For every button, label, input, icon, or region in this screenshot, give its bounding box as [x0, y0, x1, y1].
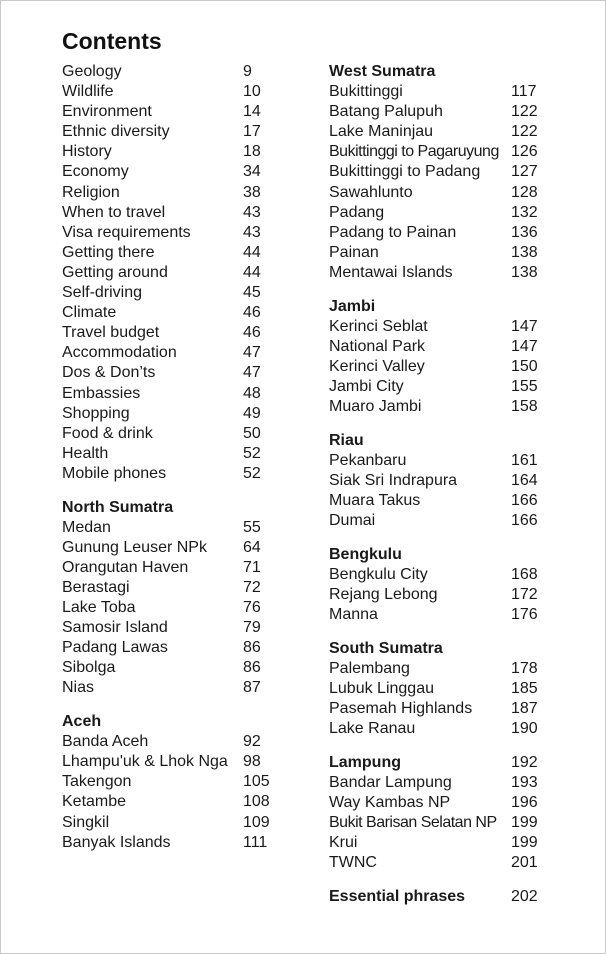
entry-label: Krui	[329, 834, 358, 852]
page-title: Contents	[62, 28, 162, 54]
entry-label: Self-driving	[62, 284, 143, 302]
contents-entry[interactable]	[329, 142, 559, 162]
entry-page-number: 161	[511, 451, 538, 469]
entry-label: When to travel	[62, 203, 166, 221]
entry-label: Lake Maninjau	[329, 123, 434, 141]
contents-entry[interactable]	[329, 491, 559, 511]
entry-page-number: 79	[243, 619, 261, 637]
entry-page-number: 47	[243, 344, 261, 362]
entry-label: Religion	[62, 183, 120, 201]
contents-entry[interactable]	[62, 678, 292, 698]
section-heading	[329, 62, 559, 82]
entry-label: Siak Sri Indrapura	[329, 471, 458, 489]
contents-entry[interactable]	[62, 578, 292, 598]
entry-page-number: 34	[243, 163, 261, 181]
entry-label: Bengkulu City	[329, 565, 428, 583]
entry-label: Lake Ranau	[329, 720, 416, 738]
entry-label: Visa requirements	[62, 223, 191, 241]
entry-label: Pasemah Highlands	[329, 700, 473, 718]
contents-entry[interactable]	[329, 853, 559, 873]
contents-entry[interactable]	[62, 444, 292, 464]
entry-page-number: 138	[511, 243, 538, 261]
entry-label: Dumai	[329, 512, 376, 530]
entry-label: Bukittinggi to Pagaruyung	[329, 143, 499, 161]
contents-entry[interactable]	[62, 618, 292, 638]
section-heading-page: 202	[511, 888, 538, 906]
entry-page-number: 108	[243, 793, 270, 811]
entry-label: TWNC	[329, 854, 377, 872]
entry-label: Samosir Island	[62, 619, 168, 637]
section-heading	[329, 639, 559, 659]
entry-label: Getting around	[62, 263, 168, 281]
contents-entry[interactable]	[329, 337, 559, 357]
entry-label: Berastagi	[62, 578, 130, 596]
entry-page-number: 86	[243, 659, 261, 677]
entry-label: Sawahlunto	[329, 183, 413, 201]
entry-page-number: 128	[511, 183, 538, 201]
contents-entry[interactable]	[329, 122, 559, 142]
entry-page-number: 122	[511, 103, 538, 121]
contents-entry[interactable]	[62, 772, 292, 792]
entry-label: Banda Aceh	[62, 733, 149, 751]
entry-label: Pekanbaru	[329, 451, 407, 469]
entry-label: Economy	[62, 163, 129, 181]
section-heading-label: West Sumatra	[329, 63, 436, 80]
contents-entry[interactable]	[62, 384, 292, 404]
section-heading-label: Bengkulu	[329, 545, 402, 563]
contents-entry[interactable]	[62, 792, 292, 812]
entry-page-number: 126	[511, 143, 538, 161]
entry-page-number: 178	[511, 659, 538, 677]
contents-entry[interactable]	[62, 558, 292, 578]
section-heading	[329, 297, 559, 317]
entry-label: Rejang Lebong	[329, 586, 438, 604]
contents-entry[interactable]	[329, 659, 559, 679]
entry-label: Muara Takus	[329, 492, 421, 510]
contents-entry[interactable]	[329, 102, 559, 122]
entry-label: Accommodation	[62, 344, 177, 362]
contents-entry[interactable]	[62, 82, 292, 102]
entry-label: Medan	[62, 518, 111, 536]
section-gap	[329, 873, 559, 887]
contents-entry[interactable]	[329, 699, 559, 719]
entry-label: Geology	[62, 63, 122, 80]
entry-label: Dos & Don’ts	[62, 364, 156, 382]
entry-label: Way Kambas NP	[329, 794, 451, 812]
section-gap	[329, 739, 559, 753]
entry-label: Shopping	[62, 404, 130, 422]
contents-entry[interactable]	[329, 162, 559, 182]
contents-entry[interactable]	[62, 102, 292, 122]
entry-label: History	[62, 143, 112, 161]
entry-label: Embassies	[62, 384, 141, 402]
entry-label: Mentawai Islands	[329, 263, 453, 281]
contents-entry[interactable]	[62, 203, 292, 223]
entry-page-number: 76	[243, 599, 261, 617]
entry-page-number: 201	[511, 854, 538, 872]
contents-entry[interactable]	[62, 303, 292, 323]
entry-page-number: 64	[243, 538, 261, 556]
entry-page-number: 10	[243, 83, 261, 101]
contents-entry[interactable]	[62, 404, 292, 424]
contents-entry[interactable]	[329, 471, 559, 491]
section-gap	[329, 283, 559, 297]
contents-entry[interactable]	[62, 833, 292, 853]
entry-page-number: 164	[511, 471, 538, 489]
entry-label: Orangutan Haven	[62, 558, 189, 576]
section-gap	[329, 625, 559, 639]
section-heading-page: 192	[511, 753, 538, 771]
entry-page-number: 136	[511, 223, 538, 241]
entry-page-number: 46	[243, 324, 261, 342]
entry-label: Batang Palupuh	[329, 103, 443, 121]
contents-entry[interactable]	[329, 223, 559, 243]
section-heading	[329, 545, 559, 565]
contents-entry[interactable]	[62, 162, 292, 182]
contents-entry[interactable]	[329, 585, 559, 605]
entry-label: Climate	[62, 304, 117, 322]
entry-label: Ketambe	[62, 793, 127, 811]
entry-label: Lhampu'uk & Lhok Nga	[62, 753, 228, 771]
entry-label: Jambi City	[329, 378, 404, 395]
section-heading-label: Jambi	[329, 297, 376, 315]
entry-label: Bandar Lampung	[329, 773, 452, 791]
entry-label: Health	[62, 444, 109, 462]
entry-page-number: 117	[511, 83, 537, 101]
entry-label: Manna	[329, 606, 378, 624]
contents-entry[interactable]	[62, 62, 292, 82]
entry-page-number: 196	[511, 794, 538, 812]
entry-page-number: 92	[243, 733, 261, 751]
entry-page-number: 193	[511, 773, 538, 791]
contents-entry[interactable]	[62, 813, 292, 833]
section-heading-label: South Sumatra	[329, 639, 443, 657]
entry-label: Padang to Painan	[329, 223, 457, 241]
entry-label: Ethnic diversity	[62, 123, 170, 141]
contents-entry[interactable]	[62, 598, 292, 618]
section-heading-label: Aceh	[62, 713, 102, 731]
entry-page-number: 55	[243, 518, 261, 536]
entry-page-number: 109	[243, 813, 270, 831]
contents-entry[interactable]	[62, 263, 292, 283]
entry-page-number: 48	[243, 384, 261, 402]
entry-page-number: 17	[243, 123, 261, 141]
entry-label: Wildlife	[62, 83, 114, 101]
contents-entry[interactable]	[62, 424, 292, 444]
entry-page-number: 187	[511, 700, 538, 718]
entry-label: Muaro Jambi	[329, 398, 422, 416]
section-gap	[329, 531, 559, 545]
contents-entry[interactable]	[62, 183, 292, 203]
entry-page-number: 122	[511, 123, 538, 141]
entry-page-number: 147	[511, 317, 538, 335]
contents-entry[interactable]	[329, 183, 559, 203]
contents-entry[interactable]	[329, 773, 559, 793]
contents-entry[interactable]	[62, 638, 292, 658]
section-heading	[62, 498, 292, 518]
contents-entry[interactable]	[62, 363, 292, 383]
entry-page-number: 43	[243, 203, 261, 221]
entry-page-number: 150	[511, 357, 538, 375]
entry-label: Environment	[62, 103, 152, 121]
contents-entry[interactable]	[62, 464, 292, 484]
contents-entry[interactable]	[62, 223, 292, 243]
entry-page-number: 52	[243, 464, 261, 482]
contents-entry[interactable]	[329, 813, 559, 833]
section-heading	[329, 887, 559, 907]
contents-entry[interactable]	[329, 679, 559, 699]
section-heading-label: Riau	[329, 431, 364, 449]
entry-page-number: 199	[511, 814, 538, 832]
entry-page-number: 87	[243, 679, 261, 697]
entry-page-number: 98	[243, 753, 261, 771]
entry-page-number: 46	[243, 304, 261, 322]
entry-page-number: 132	[511, 203, 538, 221]
entry-page-number: 168	[511, 565, 538, 583]
entry-page-number: 155	[511, 378, 538, 395]
contents-entry[interactable]	[329, 719, 559, 739]
contents-entry[interactable]	[329, 793, 559, 813]
entry-page-number: 199	[511, 834, 538, 852]
contents-entry[interactable]	[62, 323, 292, 343]
entry-page-number: 47	[243, 364, 261, 382]
contents-entry[interactable]	[329, 203, 559, 223]
entry-page-number: 38	[243, 183, 261, 201]
entry-label: Lubuk Linggau	[329, 680, 434, 697]
contents-column-left	[62, 62, 292, 853]
entry-page-number: 158	[511, 398, 538, 416]
entry-label: Kerinci Seblat	[329, 317, 428, 335]
entry-page-number: 185	[511, 680, 538, 697]
entry-page-number: 43	[243, 223, 261, 241]
entry-page-number: 45	[243, 284, 261, 302]
entry-label: Kerinci Valley	[329, 357, 425, 375]
section-heading-label: Lampung	[329, 753, 401, 771]
entry-label: Banyak Islands	[62, 833, 171, 851]
section-heading-label: Essential phrases	[329, 888, 466, 906]
contents-entry[interactable]	[329, 397, 559, 417]
entry-label: Sibolga	[62, 659, 116, 677]
contents-entry[interactable]	[62, 122, 292, 142]
entry-label: Bukittinggi to Padang	[329, 163, 481, 181]
entry-page-number: 50	[243, 424, 261, 442]
section-heading	[62, 712, 292, 732]
entry-label: Padang Lawas	[62, 639, 168, 657]
contents-entry[interactable]	[329, 605, 559, 625]
entry-label: Takengon	[62, 773, 132, 791]
entry-label: Gunung Leuser NPk	[62, 538, 207, 556]
contents-entry[interactable]	[62, 658, 292, 678]
entry-label: National Park	[329, 337, 426, 355]
entry-page-number: 44	[243, 263, 261, 281]
entry-label: Padang	[329, 203, 385, 221]
entry-label: Nias	[62, 679, 95, 697]
entry-page-number: 127	[511, 163, 538, 181]
section-gap	[62, 484, 292, 498]
entry-page-number: 18	[243, 143, 261, 161]
contents-entry[interactable]	[329, 243, 559, 263]
contents-entry[interactable]	[329, 833, 559, 853]
entry-label: Food & drink	[62, 424, 153, 442]
contents-entry[interactable]	[329, 377, 559, 397]
entry-page-number: 105	[243, 773, 270, 791]
section-gap	[62, 699, 292, 713]
entry-page-number: 176	[511, 606, 538, 624]
contents-entry[interactable]	[329, 263, 559, 283]
entry-label: Palembang	[329, 659, 410, 677]
entry-page-number: 9	[243, 63, 252, 80]
section-heading	[329, 431, 559, 451]
contents-entry[interactable]	[329, 82, 559, 102]
entry-page-number: 190	[511, 720, 538, 738]
contents-entry[interactable]	[329, 451, 559, 471]
entry-page-number: 72	[243, 578, 261, 596]
entry-page-number: 14	[243, 103, 261, 121]
contents-entry[interactable]	[62, 283, 292, 303]
contents-entry[interactable]	[62, 142, 292, 162]
entry-page-number: 52	[243, 444, 261, 462]
contents-entry[interactable]	[62, 538, 292, 558]
entry-label: Bukit Barisan Selatan NP	[329, 814, 497, 832]
section-heading	[329, 753, 559, 773]
entry-label: Lake Toba	[62, 599, 136, 617]
entry-label: Mobile phones	[62, 464, 167, 482]
contents-entry[interactable]	[62, 243, 292, 263]
contents-entry[interactable]	[329, 565, 559, 585]
entry-label: Getting there	[62, 243, 155, 261]
entry-label: Travel budget	[62, 324, 160, 342]
contents-entry[interactable]	[329, 511, 559, 531]
entry-label: Painan	[329, 243, 379, 261]
entry-page-number: 138	[511, 263, 538, 281]
contents-entry[interactable]	[62, 732, 292, 752]
entry-label: Singkil	[62, 813, 110, 831]
contents-column-right	[329, 62, 559, 907]
contents-entry[interactable]	[329, 317, 559, 337]
contents-entry[interactable]	[62, 343, 292, 363]
entry-page-number: 166	[511, 512, 538, 530]
entry-page-number: 147	[511, 337, 538, 355]
section-gap	[329, 417, 559, 431]
entry-page-number: 111	[243, 833, 268, 851]
contents-entry[interactable]	[62, 752, 292, 772]
contents-entry[interactable]	[62, 518, 292, 538]
entry-page-number: 49	[243, 404, 261, 422]
contents-entry[interactable]	[329, 357, 559, 377]
entry-page-number: 44	[243, 243, 261, 261]
entry-page-number: 166	[511, 492, 538, 510]
entry-page-number: 71	[243, 558, 261, 576]
entry-page-number: 172	[511, 586, 538, 604]
section-heading-label: North Sumatra	[62, 498, 174, 516]
entry-label: Bukittinggi	[329, 83, 403, 101]
entry-page-number: 86	[243, 639, 261, 657]
